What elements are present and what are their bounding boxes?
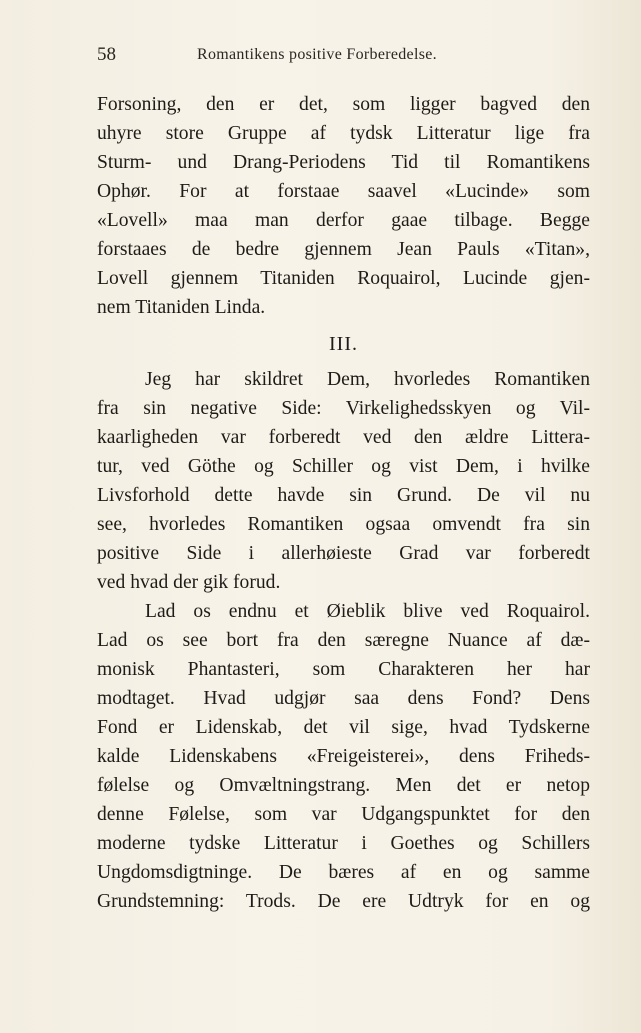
- paragraph-2: [97, 365, 590, 597]
- text-line: Jeg har skildret Dem, hvorledes Romantiken: [145, 369, 590, 390]
- running-title: Romantikens positive Forberedelse.: [197, 46, 437, 63]
- text-line: Lad os see bort fra den særegne Nuance af dæ-: [97, 630, 590, 651]
- text-line: nem Titaniden Linda.: [97, 297, 266, 318]
- text-line: Sturm- und Drang-Periodens Tid til Romantikens: [97, 152, 590, 173]
- body-text: [97, 90, 590, 916]
- text-line: denne Følelse, som var Udgangspunktet for den: [97, 804, 590, 825]
- running-head: [97, 44, 592, 70]
- text-line: Ungdomsdigtninge. De bæres af en og samme: [97, 862, 590, 883]
- page-number: 58: [97, 44, 116, 65]
- text-line: «Lovell» maa man derfor gaae tilbage. Begge: [97, 210, 590, 231]
- text-line: kalde Lidenskabens «Freigeisterei», dens Friheds-: [97, 746, 590, 767]
- text-line: see, hvorledes Romantiken ogsaa omvendt fra sin: [97, 514, 590, 535]
- text-line: Ophør. For at forstaae saavel «Lucinde» som: [97, 181, 590, 202]
- paragraph-3: [97, 597, 590, 916]
- text-line: positive Side i allerhøieste Grad var forberedt: [97, 543, 590, 564]
- text-line: forstaaes de bedre gjennem Jean Pauls «Titan»,: [97, 239, 590, 260]
- text-line: ved hvad der gik forud.: [97, 572, 281, 593]
- text-line: følelse og Omvæltningstrang. Men det er netop: [97, 775, 590, 796]
- text-line: Livsforhold dette havde sin Grund. De vil nu: [97, 485, 590, 506]
- section-number: III.: [329, 333, 358, 355]
- text-line: uhyre store Gruppe af tydsk Litteratur lige fra: [97, 123, 590, 144]
- text-line: Lad os endnu et Øieblik blive ved Roquairol.: [145, 601, 590, 622]
- text-line: fra sin negative Side: Virkelighedsskyen og Vil-: [97, 398, 590, 419]
- text-line: monisk Phantasteri, som Charakteren her har: [97, 659, 590, 680]
- paragraph-1: [97, 90, 590, 322]
- text-line: Forsoning, den er det, som ligger bagved den: [97, 94, 590, 115]
- text-line: tur, ved Göthe og Schiller og vist Dem, i hvilke: [97, 456, 590, 477]
- text-line: kaarligheden var forberedt ved den ældre Littera-: [97, 427, 590, 448]
- text-line: moderne tydske Litteratur i Goethes og Schillers: [97, 833, 590, 854]
- text-line: Fond er Lidenskab, det vil sige, hvad Tydskerne: [97, 717, 590, 738]
- text-line: modtaget. Hvad udgjør saa dens Fond? Dens: [97, 688, 590, 709]
- text-line: Grundstemning: Trods. De ere Udtryk for en og: [97, 891, 590, 912]
- text-line: Lovell gjennem Titaniden Roquairol, Lucinde gjen-: [97, 268, 590, 289]
